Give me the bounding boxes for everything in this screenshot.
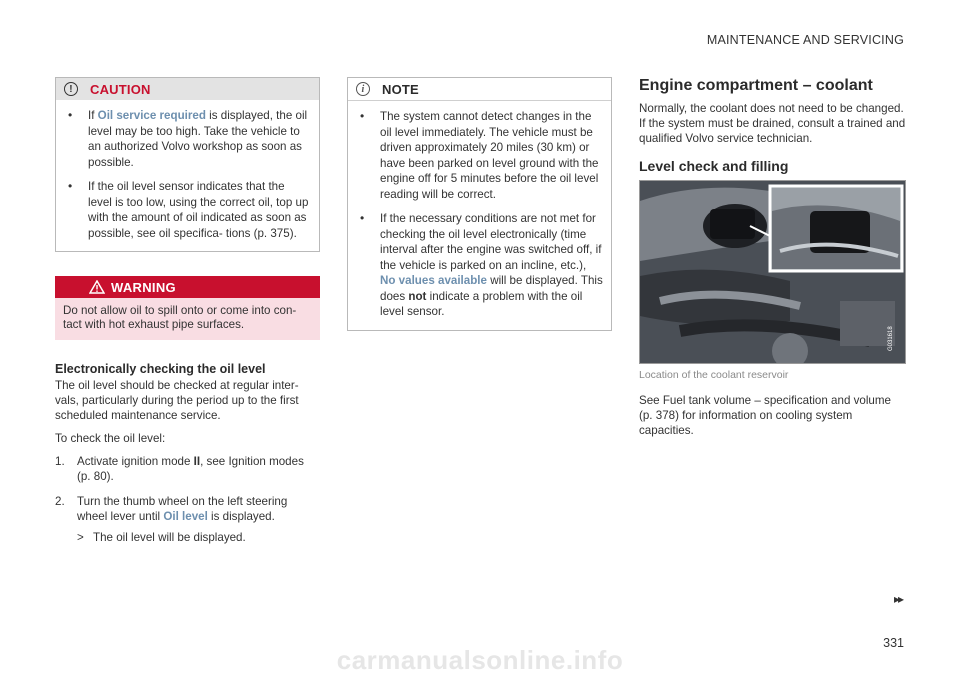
engine-illustration (640, 181, 906, 364)
next-page-arrows-icon[interactable]: ▸▸ (893, 592, 902, 606)
step-item (55, 494, 320, 524)
step-text: Turn the thumb wheel on the left steering wheel lever until (77, 495, 288, 523)
caution-list (56, 100, 319, 251)
coolant-heading: Engine compartment – coolant (639, 77, 873, 94)
step-text: , see Ignition modes (p. 80). (77, 455, 304, 483)
emphasis: not (408, 289, 427, 303)
note-text: indicate a problem with the oil level sensor. (380, 289, 583, 318)
caution-text: If the oil level sensor indicates that the level is too low, using the correct oil, top up with the amount of oil indicated as soon as possible, see oil specifica- tions (p. 375). (88, 180, 309, 240)
step-item (55, 454, 320, 484)
note-text: If the necessary conditions are not met for checking the oil level electronically (time interval after the engine was switched off, if the vehicle is parked on an incline, etc.), (380, 212, 602, 272)
step-number: 1. (55, 455, 65, 468)
result-text: The oil level will be displayed. (93, 531, 246, 544)
exclamation-circle-icon: ! (64, 82, 78, 96)
step-text: Activate ignition mode (77, 455, 194, 468)
note-box (347, 77, 612, 331)
step-result (55, 530, 320, 545)
note-header (348, 78, 611, 101)
step-text: is displayed. (207, 510, 275, 523)
capacity-paragraph: See Fuel tank volume – specification and volume (p. 378) for information on cooling system capacities. (639, 394, 891, 437)
column-right (639, 77, 907, 446)
image-code: G031618 (888, 326, 894, 351)
warning-box (55, 276, 320, 340)
display-message: Oil service required (97, 109, 206, 122)
column-middle (347, 77, 612, 331)
caution-box (55, 77, 320, 252)
info-circle-icon: i (356, 82, 370, 96)
result-marker: > (77, 531, 84, 544)
warning-triangle-icon (89, 280, 105, 294)
watermark: carmanualsonline.info (336, 645, 624, 675)
image-caption: Location of the coolant reservoir (639, 369, 789, 381)
display-message: Oil level (163, 510, 208, 523)
warning-text: Do not allow oil to spill onto or come into con- tact with hot exhaust pipe surfaces. (63, 304, 297, 331)
caution-text: If (88, 109, 98, 122)
caution-item (64, 179, 311, 241)
ignition-mode: II (193, 455, 201, 468)
steps-list (55, 454, 320, 524)
warning-header (55, 276, 320, 298)
display-message: No values available (380, 274, 487, 287)
note-item (356, 109, 603, 202)
electronic-check-heading: Electronically checking the oil level (55, 362, 266, 376)
page-number: 331 (883, 636, 904, 650)
warning-title: WARNING (111, 279, 176, 295)
caution-text: is displayed, the oil level may be too high. Take the vehicle to an authorized Volvo workshop as soon as possible. (88, 109, 308, 169)
electronic-check-paragraph: The oil level should be checked at regular inter- vals, particularly during the period up to the first scheduled maintenance service. (55, 379, 299, 422)
column-left (55, 77, 320, 545)
caution-header (56, 78, 319, 100)
note-list (348, 101, 611, 330)
electronic-check-intro: To check the oil level: (55, 432, 166, 445)
note-text: The system cannot detect changes in the oil level immediately. The vehicle must be driven approximately 20 miles (30 km) or have been parked on level ground with the engine off for 5 minutes before the oil level reading will be correct. (380, 110, 599, 201)
section-header: MAINTENANCE AND SERVICING (706, 33, 904, 47)
note-text: will be displayed. This does (380, 274, 603, 303)
step-number: 2. (55, 495, 65, 508)
note-item (356, 211, 603, 320)
caution-title: CAUTION (90, 81, 151, 97)
level-check-heading: Level check and filling (639, 158, 789, 174)
engine-compartment-image (639, 180, 906, 364)
note-title: NOTE (382, 81, 419, 97)
caution-item (64, 108, 311, 170)
coolant-paragraph: Normally, the coolant does not need to be changed. If the system must be drained, consult a trained and qualified Volvo service technician. (639, 102, 906, 145)
